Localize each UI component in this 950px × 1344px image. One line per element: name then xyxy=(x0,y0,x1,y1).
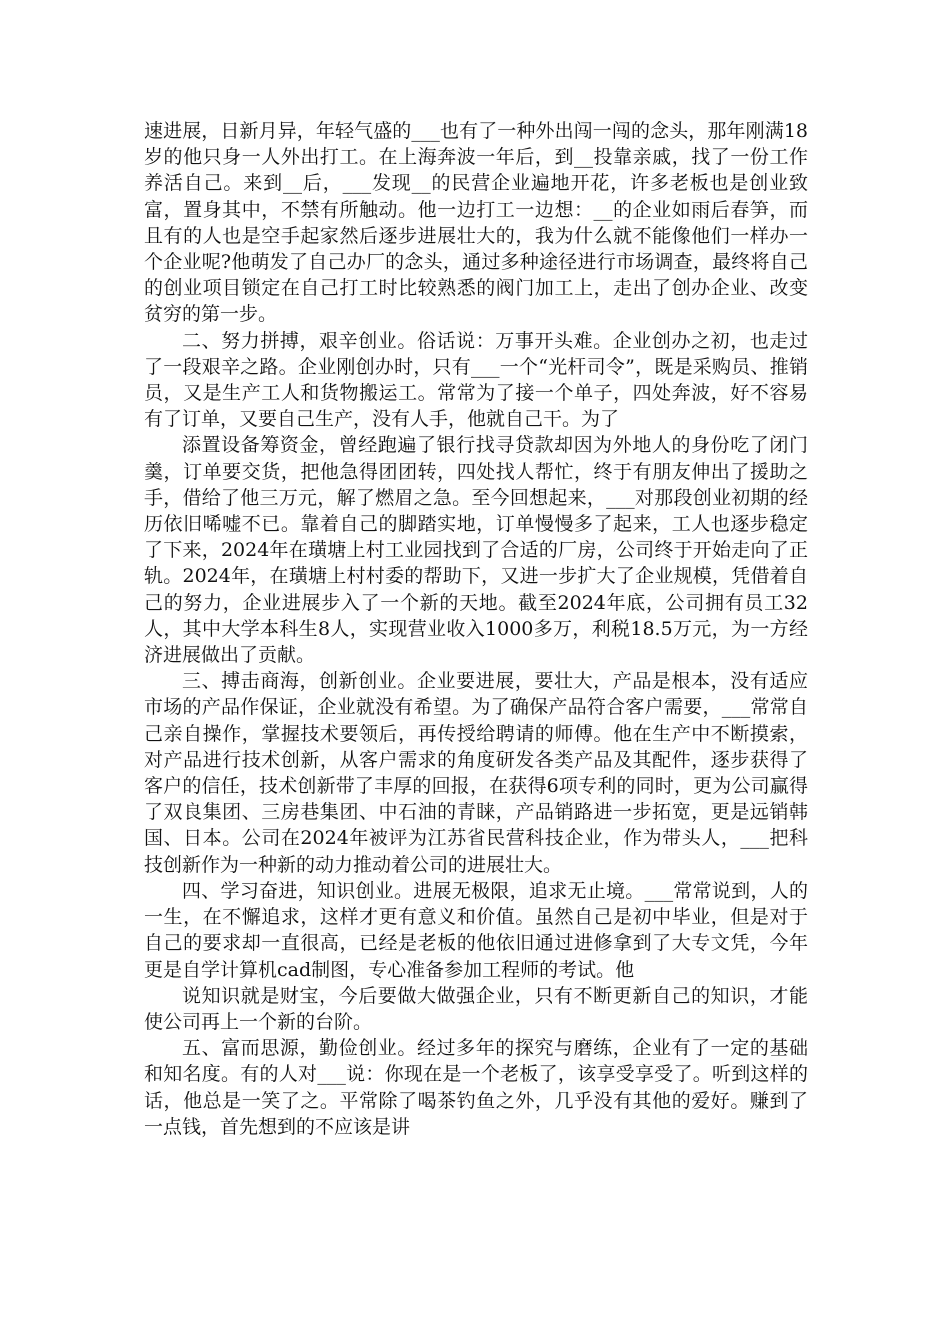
paragraph-1: 速进展，日新月异，年轻气盛的___也有了一种外出闯一闯的念头，那年刚满18岁的他只身一人外出打工。在上海奔波一年后，到__投靠亲戚，找了一份工作养活自己。来到__后，___发现__的民营企业遍地开花，许多老板也是创业致富，置身其中，不禁有所触动。他一边打工一边想：__的企业如雨后春笋，而且有的人也是空手起家然后逐步进展壮大的，我为什么就不能像他们一样办一个企业呢?他萌发了自己办厂的念头，通过多种途径进行市场调查，最终将自己的创业项目锁定在自己打工时比较熟悉的阀门加工上，走出了创办企业、改变贫穷的第一步。 xyxy=(144,120,808,326)
paragraph-5: 四、学习奋进，知识创业。进展无极限，追求无止境。___常常说到，人的一生，在不懈追求，这样才更有意义和价值。虽然自己是初中毕业，但是对于自己的要求却一直很高，已经是老板的他依旧通过进修拿到了大专文凭，今年更是自学计算机cad制图，专心准备参加工程师的考试。他 xyxy=(144,879,808,981)
paragraph-7: 五、富而思源，勤俭创业。经过多年的探究与磨练，企业有了一定的基础和知名度。有的人对___说：你现在是一个老板了，该享受享受了。听到这样的话，他总是一笑了之。平常除了喝茶钓鱼之外，几乎没有其他的爱好。赚到了一点钱，首先想到的不应该是讲 xyxy=(144,1037,808,1138)
paragraph-2: 二、努力拼搏，艰辛创业。俗话说：万事开头难。企业创办之初，也走过了一段艰辛之路。企业刚创办时，只有___一个“光杆司令”，既是采购员、推销员，又是生产工人和货物搬运工。常常为了接一个单子，四处奔波，好不容易有了订单，又要自己生产，没有人手，他就自己干。为了 xyxy=(144,329,808,431)
paragraph-4: 三、搏击商海，创新创业。企业要进展，要壮大，产品是根本，没有适应市场的产品作保证，企业就没有希望。为了确保产品符合客户需要，___常常自己亲自操作，掌握技术要领后，再传授给聘请的师傅。他在生产中不断摸索，对产品进行技术创新，从客户需求的角度研发各类产品及其配件，逐步获得了客户的信任，技术创新带了丰厚的回报，在获得6项专利的同时，更为公司赢得了双良集团、三房巷集团、中石油的青睐，产品销路进一步拓宽，更是远销韩国、日本。公司在2024年被评为江苏省民营科技企业，作为带头人，___把科技创新作为一种新的动力推动着公司的进展壮大。 xyxy=(144,670,808,876)
paragraph-3: 添置设备筹资金，曾经跑遍了银行找寻贷款却因为外地人的身份吃了闭门羹，订单要交货，把他急得团团转，四处找人帮忙，终于有朋友伸出了援助之手，借给了他三万元，解了燃眉之急。至今回想起来，___对那段创业初期的经历依旧唏嘘不已。靠着自己的脚踏实地，订单慢慢多了起来，工人也逐步稳定了下来，2024年在璜塘上村工业园找到了合适的厂房，公司终于开始走向了正轨。2024年，在璜塘上村村委的帮助下，又进一步扩大了企业规模，凭借着自己的努力，企业进展步入了一个新的天地。截至2024年底，公司拥有员工32人，其中大学本科生8人，实现营业收入1000多万，利税18.5万元，为一方经济进展做出了贡献。 xyxy=(144,434,808,667)
paragraph-6: 说知识就是财宝，今后要做大做强企业，只有不断更新自己的知识，才能使公司再上一个新的台阶。 xyxy=(144,984,808,1033)
document-page xyxy=(144,118,808,1140)
